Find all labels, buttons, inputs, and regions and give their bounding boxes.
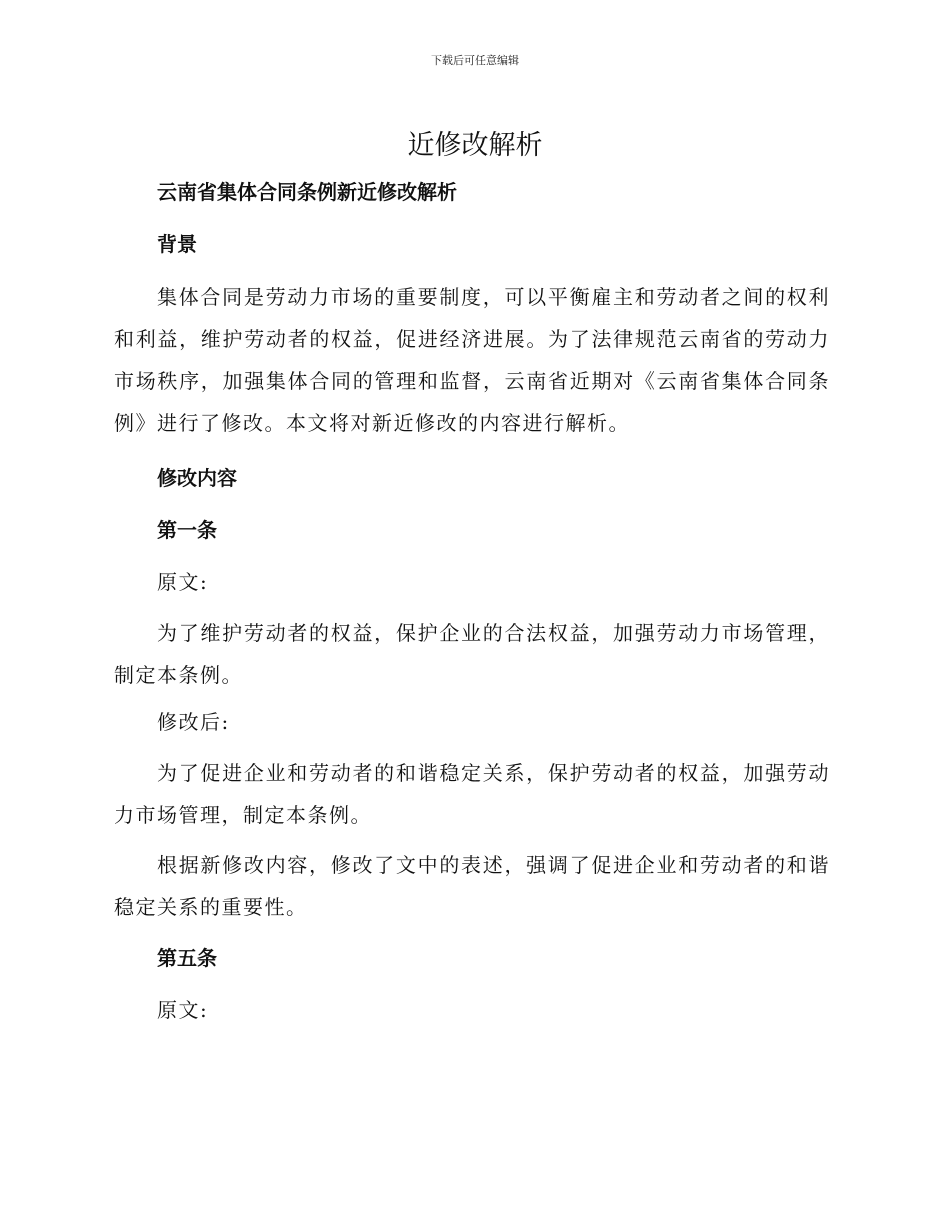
article-1-original-text: 为了维护劳动者的权益，保护企业的合法权益，加强劳动力市场管理，制定本条例。 [114,621,830,687]
document-body [114,174,830,1028]
background-paragraph: 集体合同是劳动力市场的重要制度，可以平衡雇主和劳动者之间的权利和利益，维护劳动者的权益，促进经济进展。为了法律规范云南省的劳动力市场秩序，加强集体合同的管理和监督，云南省近期对《云南省集体合同条例》进行了修改。本文将对新近修改的内容进行解析。 [114,285,830,435]
page-header-note: 下载后可任意编辑 [431,54,519,67]
article-1-heading: 第一条 [157,518,217,542]
document-subtitle: 云南省集体合同条例新近修改解析 [157,180,457,204]
article-5-original-label: 原文: [157,998,209,1022]
article-1-revised-text: 为了促进企业和劳动者的和谐稳定关系，保护劳动者的权益，加强劳动力市场管理，制定本条例。 [114,761,830,827]
article-1-analysis: 根据新修改内容，修改了文中的表述，强调了促进企业和劳动者的和谐稳定关系的重要性。 [114,853,830,919]
document-title: 近修改解析 [407,130,543,161]
article-5-heading: 第五条 [157,946,217,970]
article-1-revised-label: 修改后: [157,710,230,734]
article-1-original-label: 原文: [157,570,209,594]
section-heading-background: 背景 [157,232,197,256]
section-heading-changes: 修改内容 [157,466,237,490]
